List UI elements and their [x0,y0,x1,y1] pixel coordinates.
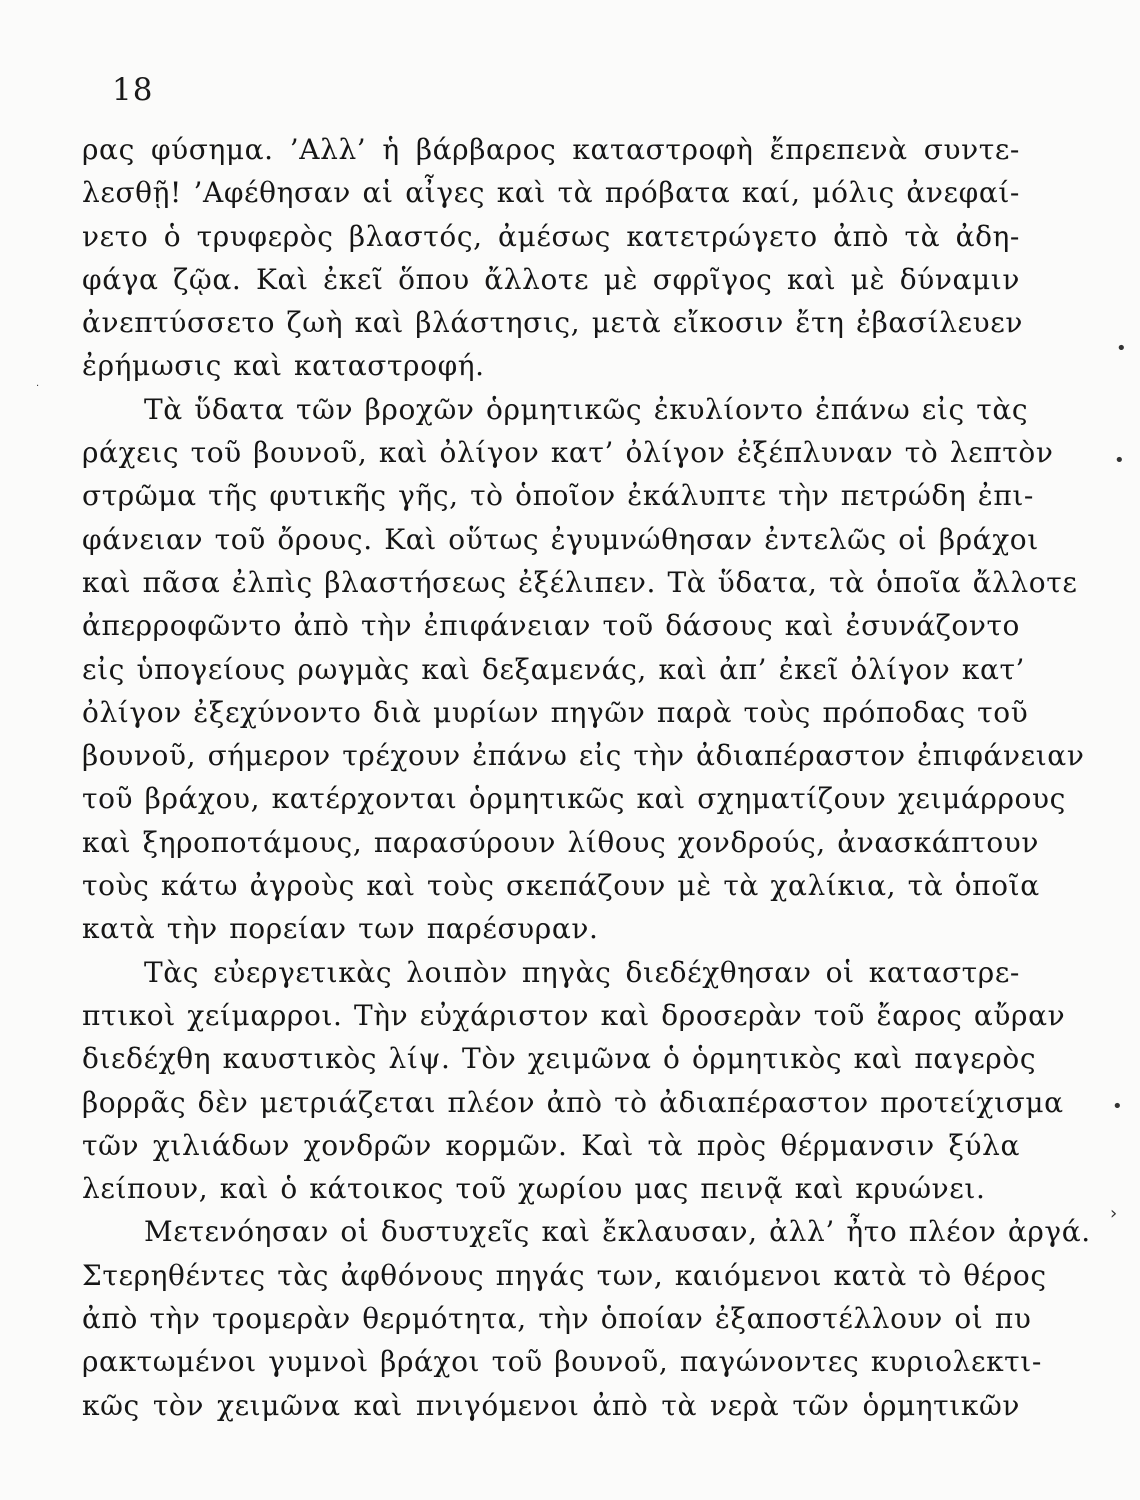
text-line: ὀλίγον ἐξεχύνοντο διὰ μυρίων πηγῶν παρὰ τοὺς πρόποδας τοῦ [82,695,1029,729]
page-number: 18 [112,72,154,108]
scan-speck-icon: · [36,381,40,392]
text-line: διεδέχθη καυστικὸς λίψ. Τὸν χειμῶνα ὁ ὁρμητικὸς καὶ παγερὸς [82,1042,1037,1076]
text-line: καὶ ξηροποτάμους, παρασύρουν λίθους χονδρούς, ἀνασκάπτουν [82,825,1040,859]
text-line: ἀπὸ τὴν τρομερὰν θερμότητα, τὴν ὁποίαν ἐξαποστέλλουν οἱ πυ [82,1302,1032,1336]
text-line: ἀνεπτύσσετο ζωὴ καὶ βλάστησις, μετὰ εἴκοσιν ἔτη ἐβασίλευεν [82,306,1023,340]
text-line: ρας φύσημα. ’Αλλ’ ἡ βάρβαρος καταστροφὴ ἔπρεπενὰ συντε- [82,133,1020,166]
text-line: πτικοὶ χείμαρροι. Τὴν εὐχάριστον καὶ δροσερὰν τοῦ ἔαρος αὔραν [82,998,1066,1032]
text-line: ράχεις τοῦ βουνοῦ, καὶ ὀλίγον κατ’ ὀλίγον ἐξέπλυναν τὸ λεπτὸν [82,436,1054,470]
body-text [82,128,1091,1427]
scan-speck-icon: › [1110,1203,1118,1224]
text-line: εἰς ὑπογείους ρωγμὰς καὶ δεξαμενάς, καὶ ἀπ’ ἐκεῖ ὀλίγον κατ’ [82,652,1026,686]
text-line: Στερηθέντες τὰς ἀφθόνους πηγάς των, καιόμενοι κατὰ τὸ θέρος [82,1258,1047,1292]
text-line: τοὺς κάτω ἀγροὺς καὶ τοὺς σκεπάζουν μὲ τὰ χαλίκια, τὰ ὁποῖα [82,869,1040,903]
text-line: ἀπερροφῶντο ἀπὸ τὴν ἐπιφάνειαν τοῦ δάσους καὶ ἐσυνάζοντο [82,609,1020,643]
paragraph-first-line: Τὰ ὕδατα τῶν βροχῶν ὁρμητικῶς ἐκυλίοντο ἐπάνω εἰς τὰς [144,392,1029,426]
text-line: ρακτωμένοι γυμνοὶ βράχοι τοῦ βουνοῦ, παγώνοντες κυριολεκτι- [82,1345,1042,1379]
text-line: βουνοῦ, σήμερον τρέχουν ἐπάνω εἰς τὴν ἀδιαπέραστον ἐπιφάνειαν [82,739,1085,773]
paragraph-first-line: Μετενόησαν οἱ δυστυχεῖς καὶ ἔκλαυσαν, ἀλλ’ ἦτο πλέον ἀργά. [144,1215,1091,1249]
text-line: λείπουν, καὶ ὁ κάτοικος τοῦ χωρίου μας πεινᾷ καὶ κρυώνει. [82,1172,986,1206]
text-line: ἐρήμωσις καὶ καταστροφή. [82,349,485,383]
text-line: στρῶμα τῆς φυτικῆς γῆς, τὸ ὁποῖον ἐκάλυπτε τὴν πετρώδη ἐπι- [82,479,1034,513]
paragraph-first-line: Τὰς εὐεργετικὰς λοιπὸν πηγὰς διεδέχθησαν οἱ καταστρε- [144,955,1020,989]
scan-speck-icon: • [1112,1096,1123,1117]
text-line: καὶ πᾶσα ἐλπὶς βλαστήσεως ἐξέλιπεν. Τὰ ὕδατα, τὰ ὁποῖα ἄλλοτε [82,565,1078,599]
text-line: τῶν χιλιάδων χονδρῶν κορμῶν. Καὶ τὰ πρὸς θέρμανσιν ξύλα [82,1128,1020,1162]
text-line: κῶς τὸν χειμῶνα καὶ πνιγόμενοι ἀπὸ τὰ νερὰ τῶν ὁρμητικῶν [82,1388,1020,1422]
text-line: τοῦ βράχου, κατέρχονται ὁρμητικῶς καὶ σχηματίζουν χειμάρρους [82,782,1066,816]
scan-speck-icon: • [1116,338,1127,359]
text-line: νετο ὁ τρυφερὸς βλαστός, ἀμέσως κατετρώγετο ἀπὸ τὰ ἀδη- [82,219,1020,253]
text-line: λεσθῇ! ’Αφέθησαν αἱ αἶγες καὶ τὰ πρόβατα καί, μόλις ἀνεφαί- [82,176,1020,210]
text-line: βορρᾶς δὲν μετριάζεται πλέον ἀπὸ τὸ ἀδιαπέραστον προτείχισμα [82,1085,1064,1119]
scan-speck-icon: • [1114,450,1125,471]
text-line: κατὰ τὴν πορείαν των παρέσυραν. [82,912,599,946]
text-line: φάγα ζῷα. Καὶ ἐκεῖ ὅπου ἄλλοτε μὲ σφρῖγος καὶ μὲ δύναμιν [82,262,1020,296]
text-line: φάνειαν τοῦ ὄρους. Καὶ οὕτως ἐγυμνώθησαν ἐντελῶς οἱ βράχοι [82,522,1039,556]
